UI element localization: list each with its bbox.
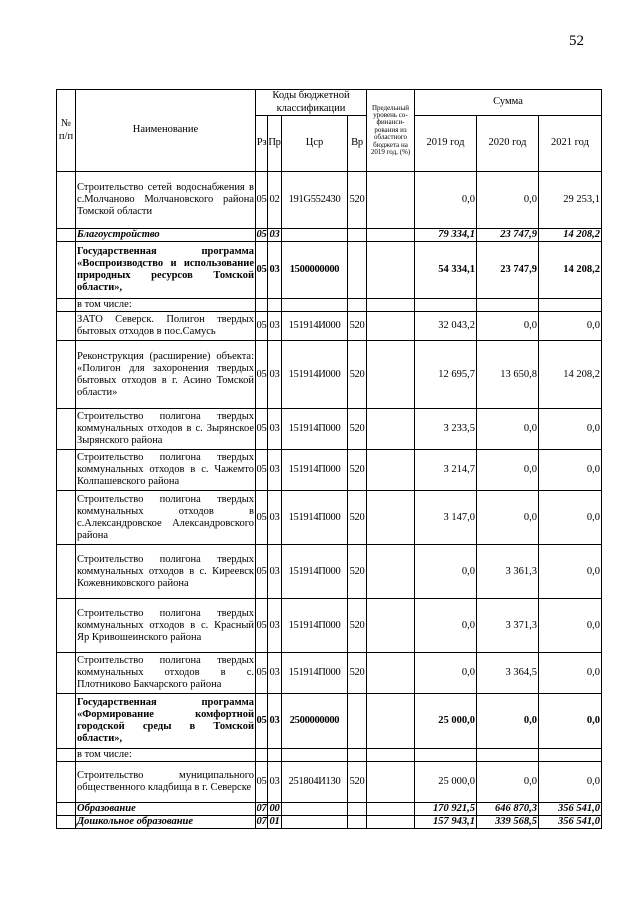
budget-table <box>56 89 602 829</box>
header-sum: Сумма <box>415 90 602 116</box>
header-2019: 2019 год <box>415 116 477 172</box>
row-name: Государственная программа «Формирование комфортной городской среды в Томской области», <box>76 694 256 749</box>
row-name: Строительство полигона твердых коммунальных отходов в с. Плотниково Бакчарского района <box>76 653 256 694</box>
table-row: Строительство полигона твердых коммунальных отходов в с. Красный Яр Кривошеинского района 05 03 151914П000 520 0,0 3 371,3 0,0 <box>57 599 602 653</box>
row-name: Строительство полигона твердых коммунальных отходов в с.Александровское Александровского района <box>76 491 256 545</box>
table-row: Реконструкция (расширение) объекта: «Полигон для захоронения твердых бытовых отходов в г. Асино Томской области» 05 03 151914И000 520 12 695,7 13 650,8 14 208,2 <box>57 341 602 409</box>
row-name: Дошкольное образование <box>76 816 256 829</box>
row-name: Строительство полигона твердых коммунальных отходов в с. Чажемто Колпашевского района <box>76 450 256 491</box>
header-2021: 2021 год <box>539 116 602 172</box>
row-name: Строительство полигона твердых коммунальных отходов в с. Киреевск Кожевниковского района <box>76 545 256 599</box>
row-name: Образование <box>76 803 256 816</box>
header-codes: Коды бюджетной классификации <box>256 90 367 116</box>
header-vr: Вр <box>348 116 367 172</box>
table-row: Строительство сетей водоснабжения в с.Молчаново Молчановского района Томской области 05 02 191G552430 520 0,0 0,0 29 253,1 <box>57 172 602 229</box>
table-row: Строительство муниципального общественного кладбища в г. Северске 05 03 251804И130 520 25 000,0 0,0 0,0 <box>57 762 602 803</box>
table-row: ЗАТО Северск. Полигон твердых бытовых отходов в пос.Самусь 05 03 151914И000 520 32 043,2 0,0 0,0 <box>57 312 602 341</box>
row-name: Строительство муниципального общественного кладбища в г. Северске <box>76 762 256 803</box>
header-pr: Пр <box>268 116 282 172</box>
row-name: в том числе: <box>76 299 256 312</box>
row-name: Реконструкция (расширение) объекта: «Полигон для захоронения твердых бытовых отходов в г. Асино Томской области» <box>76 341 256 409</box>
page-number: 52 <box>569 33 584 49</box>
row-name: Строительство полигона твердых коммунальных отходов в с. Красный Яр Кривошеинского района <box>76 599 256 653</box>
table-row <box>57 749 602 762</box>
row-name: ЗАТО Северск. Полигон твердых бытовых отходов в пос.Самусь <box>76 312 256 341</box>
table-row: Государственная программа «Формирование комфортной городской среды в Томской области», 05 03 2500000000 25 000,0 0,0 0,0 <box>57 694 602 749</box>
header-name: Наименование <box>76 90 256 172</box>
table-row: Образование 07 00 170 921,5 646 870,3 356 541,0 <box>57 803 602 816</box>
header-2020: 2020 год <box>477 116 539 172</box>
header-csr: Цср <box>282 116 348 172</box>
header-limit: Предельный уровень со-финанси-рования из областного бюджета на 2019 год, (%) <box>367 90 415 172</box>
row-name: Благоустройство <box>76 229 256 242</box>
table-row: Благоустройство 05 03 79 334,1 23 747,9 14 208,2 <box>57 229 602 242</box>
header-rz: Рз <box>256 116 268 172</box>
table-row: Дошкольное образование 07 01 157 943,1 339 568,5 356 541,0 <box>57 816 602 829</box>
row-name: в том числе: <box>76 749 256 762</box>
table-row: Строительство полигона твердых коммунальных отходов в с.Александровское Александровского района 05 03 151914П000 520 3 147,0 0,0 0,0 <box>57 491 602 545</box>
table-row: Государственная программа «Воспроизводство и использование природных ресурсов Томской области», 05 03 1500000000 54 334,1 23 747,9 14 208,2 <box>57 242 602 299</box>
header-row-top <box>57 90 602 116</box>
table-row <box>57 299 602 312</box>
row-name: Государственная программа «Воспроизводство и использование природных ресурсов Томской области», <box>76 242 256 299</box>
table-row: Строительство полигона твердых коммунальных отходов в с. Зырянское Зырянского района 05 03 151914П000 520 3 233,5 0,0 0,0 <box>57 409 602 450</box>
table-row: Строительство полигона твердых коммунальных отходов в с. Киреевск Кожевниковского района 05 03 151914П000 520 0,0 3 361,3 0,0 <box>57 545 602 599</box>
row-name: Строительство сетей водоснабжения в с.Молчаново Молчановского района Томской области <box>76 172 256 229</box>
table-row: Строительство полигона твердых коммунальных отходов в с. Плотниково Бакчарского района 05 03 151914П000 520 0,0 3 364,5 0,0 <box>57 653 602 694</box>
table-row: Строительство полигона твердых коммунальных отходов в с. Чажемто Колпашевского района 05 03 151914П000 520 3 214,7 0,0 0,0 <box>57 450 602 491</box>
row-name: Строительство полигона твердых коммунальных отходов в с. Зырянское Зырянского района <box>76 409 256 450</box>
header-number: № п/п <box>57 90 76 172</box>
